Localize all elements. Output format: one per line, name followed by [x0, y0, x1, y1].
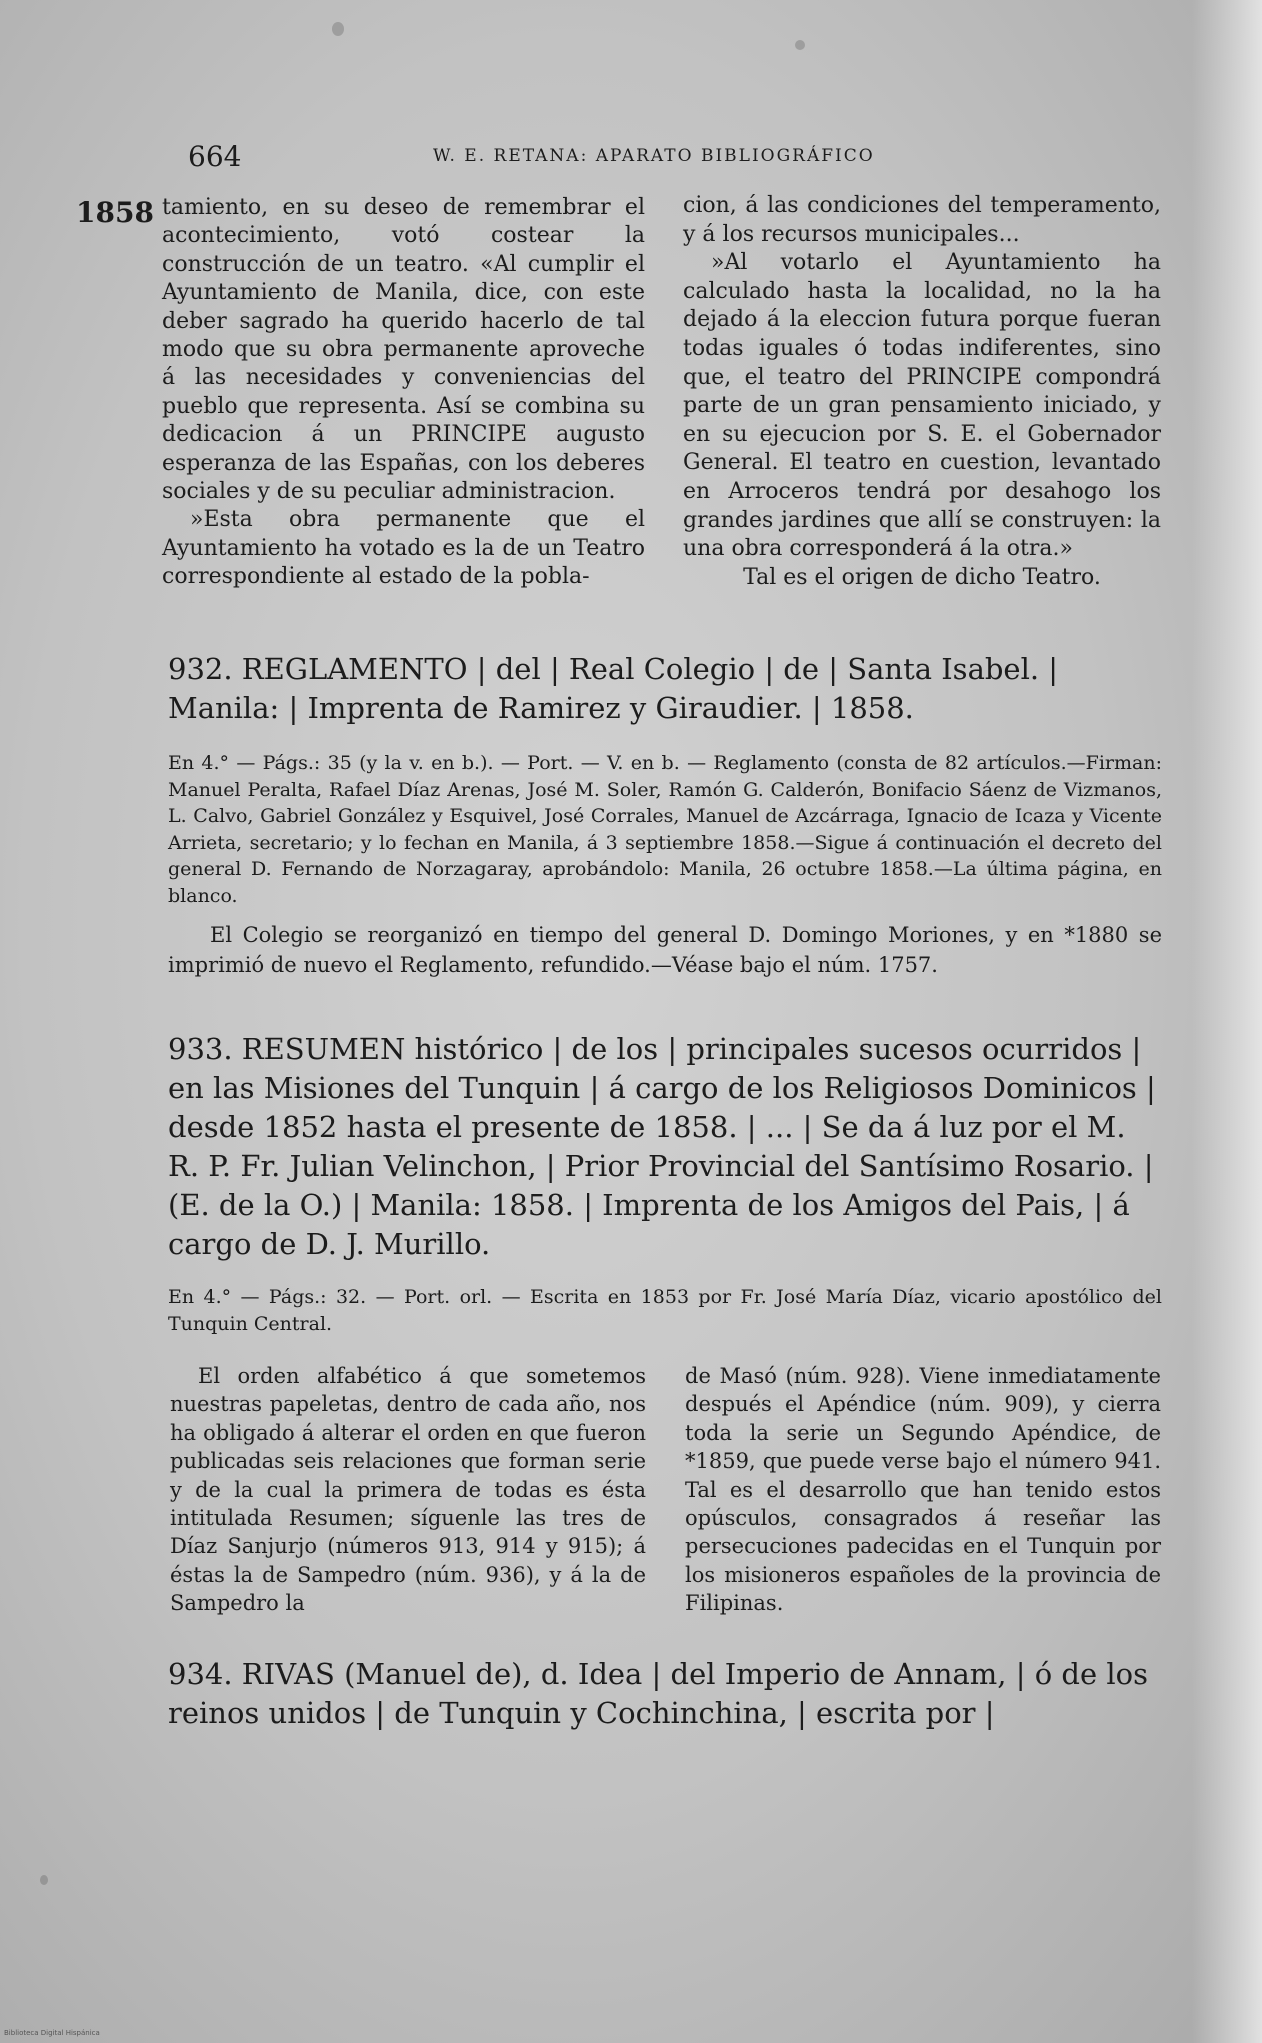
running-head	[188, 140, 1008, 176]
intro-left-paragraph: tamiento, en su deseo de remembrar el acontecimiento, votó costear la construcción de un teatro. «Al cumplir el Ayuntamiento de Manila, dice, con este deber sagrado ha querido hacerlo de tal modo que su obra permanente aproveche á las necesidades y conveniencias del pueblo que representa. Así se combina su dedicacion á un PRINCIPE augusto esperanza de las Españas, con los deberes sociales y de su peculiar administracion.	[162, 195, 645, 505]
entry-title: 932. REGLAMENTO | del | Real Colegio | de | Santa Isabel. | Manila: | Imprenta de Ramirez y Giraudier. | 1858.	[168, 652, 1059, 725]
page-edge-highlight	[1192, 0, 1262, 2043]
ink-speck	[795, 40, 805, 50]
intro-right-paragraph: »Al votarlo el Ayuntamiento ha calculado hasta la localidad, no la ha dejado á la eleccion futura porque fueran todas iguales ó todas indiferentes, sino que, el teatro del PRINCIPE compondrá parte de un gran pensamiento iniciado, y en su ejecucion por S. E. el Gobernador General. El teatro en cuestion, levantado en Arroceros tendrá por desahogo los grandes jardines que allí se construyen: la una obra corresponderá á la otra.»	[683, 250, 1161, 562]
commentary-left-column	[170, 1362, 646, 1618]
entry-notes: En 4.° — Págs.: 35 (y la v. en b.). — Port. — V. en b. — Reglamento (consta de 82 artículos.—Firman: Manuel Peralta, Rafael Díaz Arenas, José M. Soler, Ramón G. Calderón, Bonifacio Sáenz de Vizmanos, L. Calvo, Gabriel González y Esquivel, José Corrales, Manuel de Azcárraga, Ignacio de Icaza y Vicente Arrieta, secretario; y lo fechan en Manila, á 3 septiembre 1858.—Sigue á continuación el decreto del general D. Fernando de Norzagaray, aprobándolo: Manila, 26 octubre 1858.—La última página, en blanco.	[168, 752, 1162, 907]
entry-933	[168, 1030, 1162, 1337]
intro-right-paragraph: cion, á las condiciones del temperamento, y á los recursos municipales...	[683, 193, 1161, 247]
entry-remark: El Colegio se reorganizó en tiempo del general D. Domingo Moriones, y en *1880 se imprimió de nuevo el Reglamento, refundido.—Véase bajo el núm. 1757.	[168, 922, 1162, 977]
entry-title: 934. RIVAS (Manuel de), d. Idea | del Imperio de Annam, | ó de los reinos unidos | de Tunquin y Cochinchina, | escrita por |	[168, 1657, 1148, 1730]
entry-title: 933. RESUMEN histórico | de los | principales sucesos ocurridos | en las Misiones del Tunquin | á cargo de los Religiosos Dominicos | desde 1852 hasta el presente de 1858. | ... | Se da á luz por el M. R. P. Fr. Julian Velinchon, | Prior Provincial del Santísimo Rosario. | (E. de la O.) | Manila: 1858. | Imprenta de los Amigos del Pais, | á cargo de D. J. Murillo.	[168, 1032, 1156, 1261]
ink-speck	[332, 22, 344, 36]
running-title: W. E. RETANA: APARATO BIBLIOGRÁFICO	[433, 146, 875, 166]
ink-speck	[40, 1875, 48, 1885]
intro-right-paragraph: Tal es el origen de dicho Teatro.	[743, 564, 1101, 590]
intro-left-paragraph: »Esta obra permanente que el Ayuntamiento ha votado es la de un Teatro correspondiente al estado de la pobla-	[162, 507, 645, 590]
margin-year: 1858	[76, 196, 154, 229]
commentary-right-column	[685, 1362, 1161, 1618]
page-number: 664	[188, 140, 242, 173]
entry-934	[168, 1655, 1162, 1733]
footer-stamp: Biblioteca Digital Hispánica	[4, 2029, 100, 2037]
intro-right-column	[683, 192, 1161, 592]
intro-left-column	[162, 194, 645, 592]
entry-932	[168, 650, 1162, 980]
commentary-paragraph: de Masó (núm. 928). Viene inmediatamente después el Apéndice (núm. 909), y cierra toda la serie un Segundo Apéndice, de *1859, que puede verse bajo el número 941. Tal es el desarrollo que han tenido estos opúsculos, consagrados á reseñar las persecuciones padecidas en el Tunquin por los misioneros españoles de la provincia de Filipinas.	[685, 1364, 1161, 1616]
commentary-paragraph: El orden alfabético á que sometemos nuestras papeletas, dentro de cada año, nos ha obligado á alterar el orden en que fueron publicadas seis relaciones que forman serie y de la cual la primera de todas es ésta intitulada Resumen; síguenle las tres de Díaz Sanjurjo (números 913, 914 y 915); á éstas la de Sampedro (núm. 936), y á la de Sampedro la	[170, 1364, 646, 1616]
entry-notes: En 4.° — Págs.: 32. — Port. orl. — Escrita en 1853 por Fr. José María Díaz, vicario apostólico del Tunquin Central.	[168, 1286, 1162, 1335]
